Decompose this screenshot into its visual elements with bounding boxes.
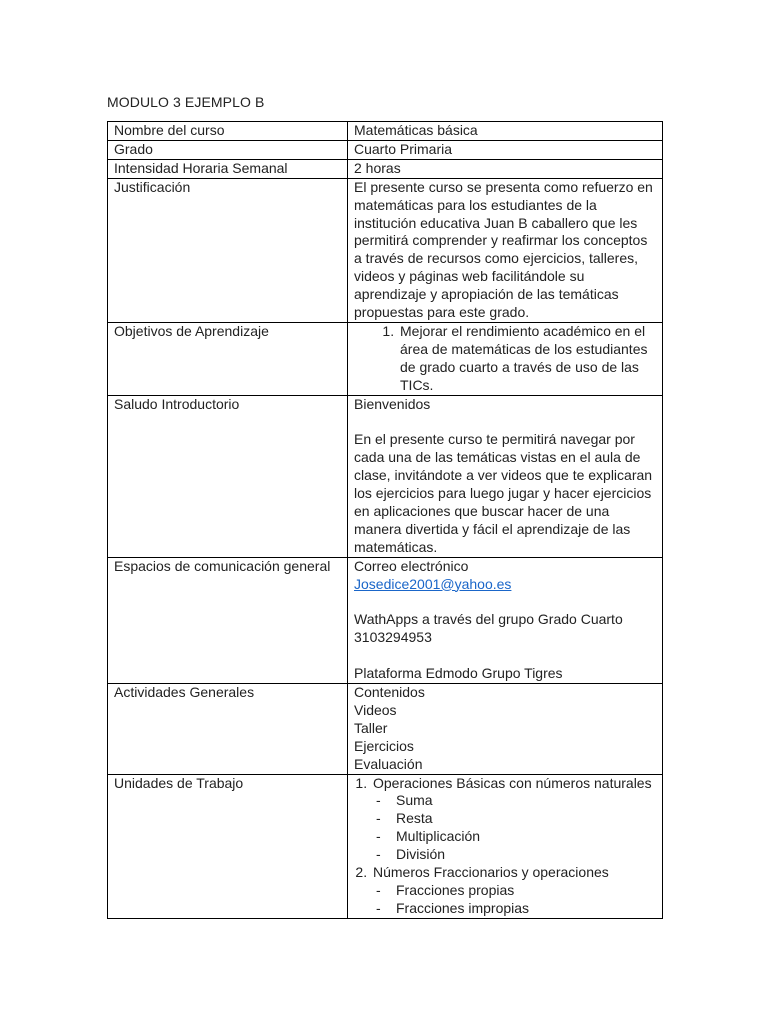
label-activities: Actividades Generales <box>108 684 348 775</box>
label-hours: Intensidad Horaria Semanal <box>108 159 348 178</box>
value-course-name: Matemáticas básica <box>348 122 663 141</box>
units-list <box>354 775 658 918</box>
table-row-hours <box>108 159 663 178</box>
value-objectives <box>348 322 663 395</box>
value-greeting <box>348 395 663 557</box>
platform-text: Plataforma Edmodo Grupo Tigres <box>354 665 563 682</box>
value-activities <box>348 684 663 775</box>
greeting-heading: Bienvenidos <box>354 395 431 412</box>
table-row-activities <box>108 684 663 775</box>
label-communication: Espacios de comunicación general <box>108 557 348 683</box>
unit-subitems <box>373 792 658 864</box>
table-row-units <box>108 774 663 918</box>
unit-title: Números Fraccionarios y operaciones <box>373 864 609 881</box>
value-justification: El presente curso se presenta como refuerzo en matemáticas para los estudiantes de la institución educativa Juan B caballero que les permitirá comprender y reafirmar los conceptos a través de recursos como ejercicios, talleres, videos y páginas web facilitándole su aprendizaje y apropiación de las temáticas propuestas para este grado. <box>348 178 663 322</box>
course-info-table <box>107 121 663 919</box>
blank-line <box>354 594 658 612</box>
blank-line <box>354 647 658 665</box>
activity-item: Evaluación <box>354 755 423 772</box>
unit-subitem: - Fracciones propias <box>373 882 658 900</box>
unit-subitem: - Suma <box>373 792 658 810</box>
table-row-communication <box>108 557 663 683</box>
unit-subitem: - Fracciones impropias <box>373 900 658 918</box>
table-row-justification <box>108 178 663 322</box>
email-link[interactable]: Josedice2001@yahoo.es <box>354 575 512 592</box>
email-label: Correo electrónico <box>354 557 469 574</box>
unit-subitems <box>373 882 658 918</box>
activity-item: Taller <box>354 719 388 736</box>
label-grade: Grado <box>108 140 348 159</box>
phone-number: 3103294953 <box>354 629 432 646</box>
table-row-objectives <box>108 322 663 395</box>
unit-subitem: - Multiplicación <box>373 828 658 846</box>
unit-subitem: - Resta <box>373 810 658 828</box>
table-row-course-name <box>108 122 663 141</box>
greeting-body: En el presente curso te permitirá navegar por cada una de las temáticas vistas en el aula de clase, invitándote a ver videos que te explicaran los ejercicios para luego jugar y hacer ejercicios en aplicaciones que buscar hacer de una manera divertida y fácil el aprendizaje de las matemáticas. <box>354 431 653 555</box>
unit-title: Operaciones Básicas con números naturales <box>373 774 652 791</box>
objectives-list <box>354 323 658 395</box>
label-units: Unidades de Trabajo <box>108 774 348 918</box>
activity-item: Ejercicios <box>354 737 414 754</box>
value-hours: 2 horas <box>348 159 663 178</box>
table-row-grade <box>108 140 663 159</box>
whatsapp-text: WathApps a través del grupo Grado Cuarto <box>354 611 623 628</box>
label-greeting: Saludo Introductorio <box>108 395 348 557</box>
label-course-name: Nombre del curso <box>108 122 348 141</box>
unit-item <box>371 775 658 865</box>
value-units <box>348 774 663 918</box>
value-grade: Cuarto Primaria <box>348 140 663 159</box>
unit-subitem: - División <box>373 846 658 864</box>
label-justification: Justificación <box>108 178 348 322</box>
activity-item: Videos <box>354 701 397 718</box>
activity-item: Contenidos <box>354 684 425 701</box>
blank-line <box>354 414 658 432</box>
unit-item <box>371 864 658 918</box>
document-title: MODULO 3 EJEMPLO B <box>107 94 265 110</box>
table-row-greeting <box>108 395 663 557</box>
label-objectives: Objetivos de Aprendizaje <box>108 322 348 395</box>
objective-item: 1. Mejorar el rendimiento académico en el área de matemáticas de los estudiantes de grado cuarto a través de uso de las TICs. <box>398 323 658 395</box>
value-communication <box>348 557 663 683</box>
